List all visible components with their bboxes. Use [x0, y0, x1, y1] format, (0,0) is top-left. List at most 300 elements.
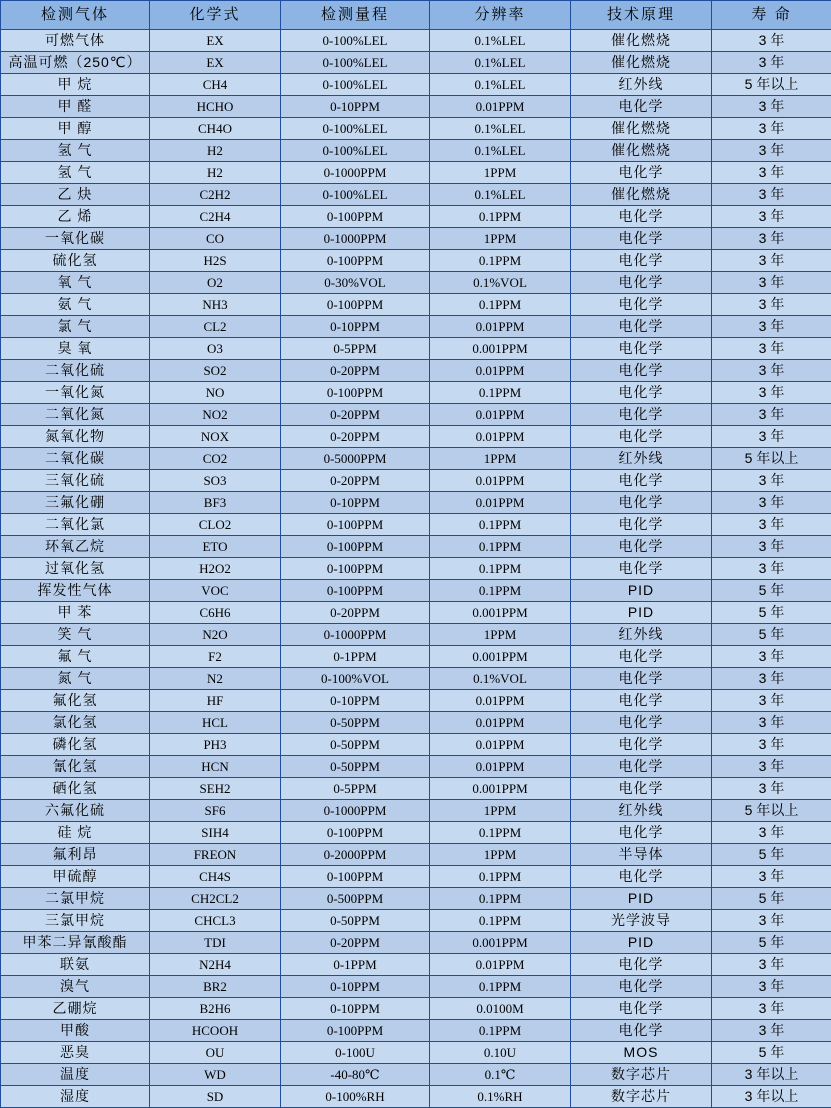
cell-lifespan: 3 年: [712, 96, 831, 118]
table-row: [1, 998, 831, 1020]
cell-gas-name: 笑 气: [1, 624, 150, 646]
cell-chemical-formula: SF6: [150, 800, 281, 822]
cell-lifespan: 3 年: [712, 228, 831, 250]
cell-technology: 电化学: [571, 998, 712, 1020]
cell-technology: PID: [571, 580, 712, 602]
cell-detection-range: 0-100%VOL: [281, 668, 430, 690]
cell-detection-range: -40-80℃: [281, 1064, 430, 1086]
cell-lifespan: 5 年: [712, 1042, 831, 1064]
table-row: [1, 866, 831, 888]
cell-chemical-formula: C2H4: [150, 206, 281, 228]
cell-chemical-formula: CH2CL2: [150, 888, 281, 910]
cell-chemical-formula: SIH4: [150, 822, 281, 844]
cell-chemical-formula: NOX: [150, 426, 281, 448]
table-row: [1, 800, 831, 822]
cell-chemical-formula: N2O: [150, 624, 281, 646]
table-row: [1, 668, 831, 690]
cell-gas-name: 乙 烯: [1, 206, 150, 228]
cell-resolution: 0.1%LEL: [430, 30, 571, 52]
cell-resolution: 1PPM: [430, 844, 571, 866]
cell-resolution: 0.01PPM: [430, 734, 571, 756]
cell-technology: 电化学: [571, 866, 712, 888]
cell-technology: 催化燃烧: [571, 184, 712, 206]
table-row: [1, 602, 831, 624]
cell-detection-range: 0-20PPM: [281, 404, 430, 426]
table-row: [1, 558, 831, 580]
cell-gas-name: 硫化氢: [1, 250, 150, 272]
header-lifespan: 寿 命: [712, 1, 831, 30]
cell-resolution: 0.1PPM: [430, 558, 571, 580]
cell-resolution: 0.01PPM: [430, 360, 571, 382]
cell-resolution: 1PPM: [430, 624, 571, 646]
table-row: [1, 844, 831, 866]
cell-detection-range: 0-5PPM: [281, 778, 430, 800]
cell-detection-range: 0-30%VOL: [281, 272, 430, 294]
cell-detection-range: 0-1PPM: [281, 646, 430, 668]
cell-technology: 电化学: [571, 206, 712, 228]
cell-technology: 电化学: [571, 668, 712, 690]
cell-gas-name: 三氧化硫: [1, 470, 150, 492]
cell-lifespan: 3 年以上: [712, 1086, 831, 1108]
cell-resolution: 0.1%LEL: [430, 140, 571, 162]
table-row: [1, 822, 831, 844]
cell-gas-name: 溴气: [1, 976, 150, 998]
table-row: [1, 272, 831, 294]
cell-chemical-formula: H2O2: [150, 558, 281, 580]
cell-chemical-formula: CHCL3: [150, 910, 281, 932]
cell-resolution: 0.1%RH: [430, 1086, 571, 1108]
cell-chemical-formula: CH4O: [150, 118, 281, 140]
cell-lifespan: 3 年: [712, 712, 831, 734]
table-row: [1, 294, 831, 316]
cell-technology: 电化学: [571, 492, 712, 514]
cell-chemical-formula: CO: [150, 228, 281, 250]
cell-lifespan: 3 年: [712, 998, 831, 1020]
cell-resolution: 0.1%LEL: [430, 74, 571, 96]
cell-resolution: 0.01PPM: [430, 470, 571, 492]
cell-gas-name: 氟利昂: [1, 844, 150, 866]
table-row: [1, 30, 831, 52]
cell-detection-range: 0-20PPM: [281, 932, 430, 954]
cell-gas-name: 一氧化氮: [1, 382, 150, 404]
cell-gas-name: 二氧化硫: [1, 360, 150, 382]
cell-resolution: 1PPM: [430, 162, 571, 184]
cell-lifespan: 3 年以上: [712, 1064, 831, 1086]
cell-lifespan: 5 年: [712, 624, 831, 646]
table-row: [1, 250, 831, 272]
cell-resolution: 0.01PPM: [430, 96, 571, 118]
cell-technology: 红外线: [571, 624, 712, 646]
cell-detection-range: 0-100%LEL: [281, 140, 430, 162]
cell-chemical-formula: N2: [150, 668, 281, 690]
cell-resolution: 0.1PPM: [430, 382, 571, 404]
cell-resolution: 0.1℃: [430, 1064, 571, 1086]
cell-gas-name: 氢 气: [1, 162, 150, 184]
cell-detection-range: 0-20PPM: [281, 426, 430, 448]
cell-technology: 电化学: [571, 228, 712, 250]
cell-gas-name: 二氧化氯: [1, 514, 150, 536]
cell-chemical-formula: HCN: [150, 756, 281, 778]
cell-lifespan: 3 年: [712, 822, 831, 844]
table-row: [1, 360, 831, 382]
cell-technology: 电化学: [571, 822, 712, 844]
cell-technology: 催化燃烧: [571, 118, 712, 140]
cell-lifespan: 3 年: [712, 382, 831, 404]
cell-chemical-formula: HCHO: [150, 96, 281, 118]
cell-technology: 电化学: [571, 646, 712, 668]
cell-lifespan: 3 年: [712, 250, 831, 272]
cell-chemical-formula: CL2: [150, 316, 281, 338]
cell-detection-range: 0-100PPM: [281, 250, 430, 272]
cell-detection-range: 0-1000PPM: [281, 162, 430, 184]
cell-gas-name: 磷化氢: [1, 734, 150, 756]
cell-detection-range: 0-5PPM: [281, 338, 430, 360]
cell-technology: 催化燃烧: [571, 52, 712, 74]
cell-chemical-formula: H2: [150, 140, 281, 162]
cell-technology: 电化学: [571, 954, 712, 976]
table-header: [1, 1, 831, 30]
cell-detection-range: 0-20PPM: [281, 470, 430, 492]
cell-lifespan: 3 年: [712, 272, 831, 294]
cell-detection-range: 0-100%RH: [281, 1086, 430, 1108]
cell-chemical-formula: EX: [150, 30, 281, 52]
cell-gas-name: 湿度: [1, 1086, 150, 1108]
cell-detection-range: 0-1PPM: [281, 954, 430, 976]
cell-gas-name: 温度: [1, 1064, 150, 1086]
cell-chemical-formula: EX: [150, 52, 281, 74]
cell-detection-range: 0-500PPM: [281, 888, 430, 910]
cell-lifespan: 3 年: [712, 954, 831, 976]
cell-technology: 半导体: [571, 844, 712, 866]
cell-technology: 电化学: [571, 272, 712, 294]
cell-chemical-formula: CH4S: [150, 866, 281, 888]
cell-gas-name: 臭 氧: [1, 338, 150, 360]
cell-gas-name: 氰化氢: [1, 756, 150, 778]
cell-resolution: 0.01PPM: [430, 492, 571, 514]
cell-resolution: 0.01PPM: [430, 712, 571, 734]
cell-detection-range: 0-50PPM: [281, 910, 430, 932]
cell-resolution: 0.1PPM: [430, 866, 571, 888]
cell-gas-name: 可燃气体: [1, 30, 150, 52]
cell-lifespan: 3 年: [712, 690, 831, 712]
table-row: [1, 1020, 831, 1042]
header-row: [1, 1, 831, 30]
cell-resolution: 0.0100M: [430, 998, 571, 1020]
cell-chemical-formula: F2: [150, 646, 281, 668]
cell-detection-range: 0-10PPM: [281, 492, 430, 514]
cell-resolution: 1PPM: [430, 448, 571, 470]
cell-resolution: 0.01PPM: [430, 316, 571, 338]
cell-lifespan: 3 年: [712, 426, 831, 448]
cell-lifespan: 3 年: [712, 404, 831, 426]
cell-resolution: 0.1PPM: [430, 976, 571, 998]
cell-technology: 电化学: [571, 250, 712, 272]
table-row: [1, 954, 831, 976]
cell-lifespan: 3 年: [712, 778, 831, 800]
cell-lifespan: 5 年以上: [712, 448, 831, 470]
table-row: [1, 910, 831, 932]
table-row: [1, 492, 831, 514]
cell-lifespan: 5 年: [712, 580, 831, 602]
cell-lifespan: 3 年: [712, 536, 831, 558]
cell-detection-range: 0-100PPM: [281, 536, 430, 558]
cell-gas-name: 乙 炔: [1, 184, 150, 206]
cell-gas-name: 硒化氢: [1, 778, 150, 800]
cell-detection-range: 0-10PPM: [281, 316, 430, 338]
cell-detection-range: 0-10PPM: [281, 96, 430, 118]
cell-gas-name: 氨 气: [1, 294, 150, 316]
cell-detection-range: 0-100%LEL: [281, 184, 430, 206]
table-row: [1, 888, 831, 910]
cell-detection-range: 0-100PPM: [281, 866, 430, 888]
cell-chemical-formula: ETO: [150, 536, 281, 558]
cell-detection-range: 0-100PPM: [281, 294, 430, 316]
cell-detection-range: 0-10PPM: [281, 690, 430, 712]
cell-gas-name: 二氧化碳: [1, 448, 150, 470]
cell-detection-range: 0-20PPM: [281, 360, 430, 382]
cell-resolution: 0.1PPM: [430, 822, 571, 844]
cell-technology: 红外线: [571, 800, 712, 822]
cell-resolution: 0.1%LEL: [430, 52, 571, 74]
cell-technology: 电化学: [571, 536, 712, 558]
cell-resolution: 0.10U: [430, 1042, 571, 1064]
cell-gas-name: 六氟化硫: [1, 800, 150, 822]
cell-technology: PID: [571, 602, 712, 624]
cell-chemical-formula: H2: [150, 162, 281, 184]
cell-lifespan: 3 年: [712, 316, 831, 338]
cell-technology: 电化学: [571, 162, 712, 184]
cell-chemical-formula: FREON: [150, 844, 281, 866]
cell-lifespan: 5 年以上: [712, 74, 831, 96]
table-row: [1, 404, 831, 426]
cell-detection-range: 0-50PPM: [281, 712, 430, 734]
cell-technology: 电化学: [571, 470, 712, 492]
cell-gas-name: 环氧乙烷: [1, 536, 150, 558]
cell-resolution: 0.001PPM: [430, 338, 571, 360]
table-row: [1, 448, 831, 470]
cell-chemical-formula: C2H2: [150, 184, 281, 206]
cell-lifespan: 5 年: [712, 602, 831, 624]
cell-lifespan: 3 年: [712, 118, 831, 140]
cell-chemical-formula: SO2: [150, 360, 281, 382]
cell-technology: 电化学: [571, 338, 712, 360]
cell-gas-name: 甲酸: [1, 1020, 150, 1042]
cell-technology: 红外线: [571, 74, 712, 96]
cell-technology: 电化学: [571, 316, 712, 338]
cell-detection-range: 0-2000PPM: [281, 844, 430, 866]
cell-lifespan: 3 年: [712, 1020, 831, 1042]
header-detection-range: 检测量程: [281, 1, 430, 30]
cell-gas-name: 过氧化氢: [1, 558, 150, 580]
table-row: [1, 316, 831, 338]
table-row: [1, 646, 831, 668]
cell-chemical-formula: TDI: [150, 932, 281, 954]
cell-gas-name: 高温可燃（250℃）: [1, 52, 150, 74]
cell-resolution: 0.001PPM: [430, 932, 571, 954]
table-row: [1, 1086, 831, 1108]
header-technology: 技术原理: [571, 1, 712, 30]
cell-lifespan: 3 年: [712, 206, 831, 228]
cell-chemical-formula: HCOOH: [150, 1020, 281, 1042]
cell-detection-range: 0-10PPM: [281, 998, 430, 1020]
table-row: [1, 690, 831, 712]
cell-lifespan: 3 年: [712, 668, 831, 690]
table-row: [1, 140, 831, 162]
cell-gas-name: 二氯甲烷: [1, 888, 150, 910]
cell-gas-name: 甲 醇: [1, 118, 150, 140]
cell-chemical-formula: H2S: [150, 250, 281, 272]
cell-technology: 电化学: [571, 976, 712, 998]
cell-technology: 电化学: [571, 734, 712, 756]
cell-technology: MOS: [571, 1042, 712, 1064]
cell-technology: 红外线: [571, 448, 712, 470]
cell-gas-name: 甲 苯: [1, 602, 150, 624]
cell-detection-range: 0-100%LEL: [281, 74, 430, 96]
table-row: [1, 624, 831, 646]
header-resolution: 分辨率: [430, 1, 571, 30]
cell-technology: 电化学: [571, 756, 712, 778]
header-chemical-formula: 化学式: [150, 1, 281, 30]
cell-technology: 电化学: [571, 294, 712, 316]
cell-gas-name: 氯 气: [1, 316, 150, 338]
table-row: [1, 52, 831, 74]
cell-chemical-formula: N2H4: [150, 954, 281, 976]
cell-chemical-formula: BF3: [150, 492, 281, 514]
cell-chemical-formula: C6H6: [150, 602, 281, 624]
cell-resolution: 0.1PPM: [430, 206, 571, 228]
cell-lifespan: 3 年: [712, 866, 831, 888]
cell-chemical-formula: NO: [150, 382, 281, 404]
cell-lifespan: 3 年: [712, 294, 831, 316]
cell-chemical-formula: PH3: [150, 734, 281, 756]
cell-gas-name: 恶臭: [1, 1042, 150, 1064]
cell-chemical-formula: CH4: [150, 74, 281, 96]
cell-gas-name: 氯化氢: [1, 712, 150, 734]
cell-lifespan: 3 年: [712, 756, 831, 778]
cell-resolution: 0.1PPM: [430, 536, 571, 558]
cell-resolution: 0.01PPM: [430, 426, 571, 448]
cell-detection-range: 0-100%LEL: [281, 118, 430, 140]
cell-resolution: 0.1PPM: [430, 250, 571, 272]
cell-technology: 电化学: [571, 514, 712, 536]
cell-gas-name: 乙硼烷: [1, 998, 150, 1020]
table-row: [1, 1042, 831, 1064]
cell-gas-name: 甲苯二异氰酸酯: [1, 932, 150, 954]
cell-resolution: 1PPM: [430, 228, 571, 250]
table-row: [1, 976, 831, 998]
cell-lifespan: 3 年: [712, 30, 831, 52]
cell-chemical-formula: CO2: [150, 448, 281, 470]
table-row: [1, 228, 831, 250]
cell-gas-name: 氮 气: [1, 668, 150, 690]
cell-technology: 电化学: [571, 360, 712, 382]
table-row: [1, 778, 831, 800]
cell-gas-name: 硅 烷: [1, 822, 150, 844]
cell-gas-name: 挥发性气体: [1, 580, 150, 602]
cell-chemical-formula: SEH2: [150, 778, 281, 800]
table-row: [1, 338, 831, 360]
cell-resolution: 0.1%LEL: [430, 118, 571, 140]
cell-lifespan: 3 年: [712, 646, 831, 668]
cell-chemical-formula: VOC: [150, 580, 281, 602]
cell-gas-name: 三氯甲烷: [1, 910, 150, 932]
cell-resolution: 0.1PPM: [430, 514, 571, 536]
cell-lifespan: 3 年: [712, 910, 831, 932]
cell-technology: PID: [571, 888, 712, 910]
cell-detection-range: 0-100PPM: [281, 382, 430, 404]
cell-detection-range: 0-100PPM: [281, 580, 430, 602]
table-row: [1, 470, 831, 492]
cell-technology: 电化学: [571, 382, 712, 404]
cell-chemical-formula: NH3: [150, 294, 281, 316]
table-row: [1, 162, 831, 184]
table-row: [1, 756, 831, 778]
table-row: [1, 712, 831, 734]
cell-resolution: 0.1%LEL: [430, 184, 571, 206]
cell-detection-range: 0-1000PPM: [281, 624, 430, 646]
cell-lifespan: 3 年: [712, 470, 831, 492]
table-row: [1, 536, 831, 558]
cell-gas-name: 甲 醛: [1, 96, 150, 118]
cell-chemical-formula: SO3: [150, 470, 281, 492]
cell-chemical-formula: CLO2: [150, 514, 281, 536]
cell-technology: 电化学: [571, 558, 712, 580]
cell-resolution: 0.001PPM: [430, 646, 571, 668]
cell-lifespan: 3 年: [712, 52, 831, 74]
cell-detection-range: 0-10PPM: [281, 976, 430, 998]
cell-technology: 电化学: [571, 96, 712, 118]
table-row: [1, 734, 831, 756]
cell-technology: 电化学: [571, 690, 712, 712]
cell-lifespan: 3 年: [712, 976, 831, 998]
cell-detection-range: 0-50PPM: [281, 756, 430, 778]
table-row: [1, 74, 831, 96]
cell-resolution: 0.01PPM: [430, 404, 571, 426]
cell-gas-name: 氮氧化物: [1, 426, 150, 448]
cell-lifespan: 3 年: [712, 140, 831, 162]
cell-detection-range: 0-100PPM: [281, 822, 430, 844]
cell-detection-range: 0-20PPM: [281, 602, 430, 624]
header-gas-name: 检测气体: [1, 1, 150, 30]
cell-detection-range: 0-5000PPM: [281, 448, 430, 470]
cell-lifespan: 3 年: [712, 162, 831, 184]
table-row: [1, 118, 831, 140]
cell-chemical-formula: NO2: [150, 404, 281, 426]
cell-technology: 电化学: [571, 712, 712, 734]
cell-gas-name: 二氧化氮: [1, 404, 150, 426]
cell-chemical-formula: HF: [150, 690, 281, 712]
cell-technology: PID: [571, 932, 712, 954]
cell-lifespan: 5 年: [712, 844, 831, 866]
table-row: [1, 580, 831, 602]
cell-detection-range: 0-50PPM: [281, 734, 430, 756]
cell-resolution: 0.1PPM: [430, 888, 571, 910]
cell-lifespan: 5 年: [712, 888, 831, 910]
cell-lifespan: 5 年以上: [712, 800, 831, 822]
cell-detection-range: 0-100PPM: [281, 514, 430, 536]
cell-resolution: 0.1%VOL: [430, 272, 571, 294]
cell-chemical-formula: HCL: [150, 712, 281, 734]
table-row: [1, 96, 831, 118]
cell-gas-name: 甲硫醇: [1, 866, 150, 888]
table-row: [1, 184, 831, 206]
cell-gas-name: 氧 气: [1, 272, 150, 294]
cell-gas-name: 氢 气: [1, 140, 150, 162]
cell-chemical-formula: SD: [150, 1086, 281, 1108]
cell-technology: 电化学: [571, 1020, 712, 1042]
cell-chemical-formula: O2: [150, 272, 281, 294]
cell-resolution: 0.001PPM: [430, 778, 571, 800]
